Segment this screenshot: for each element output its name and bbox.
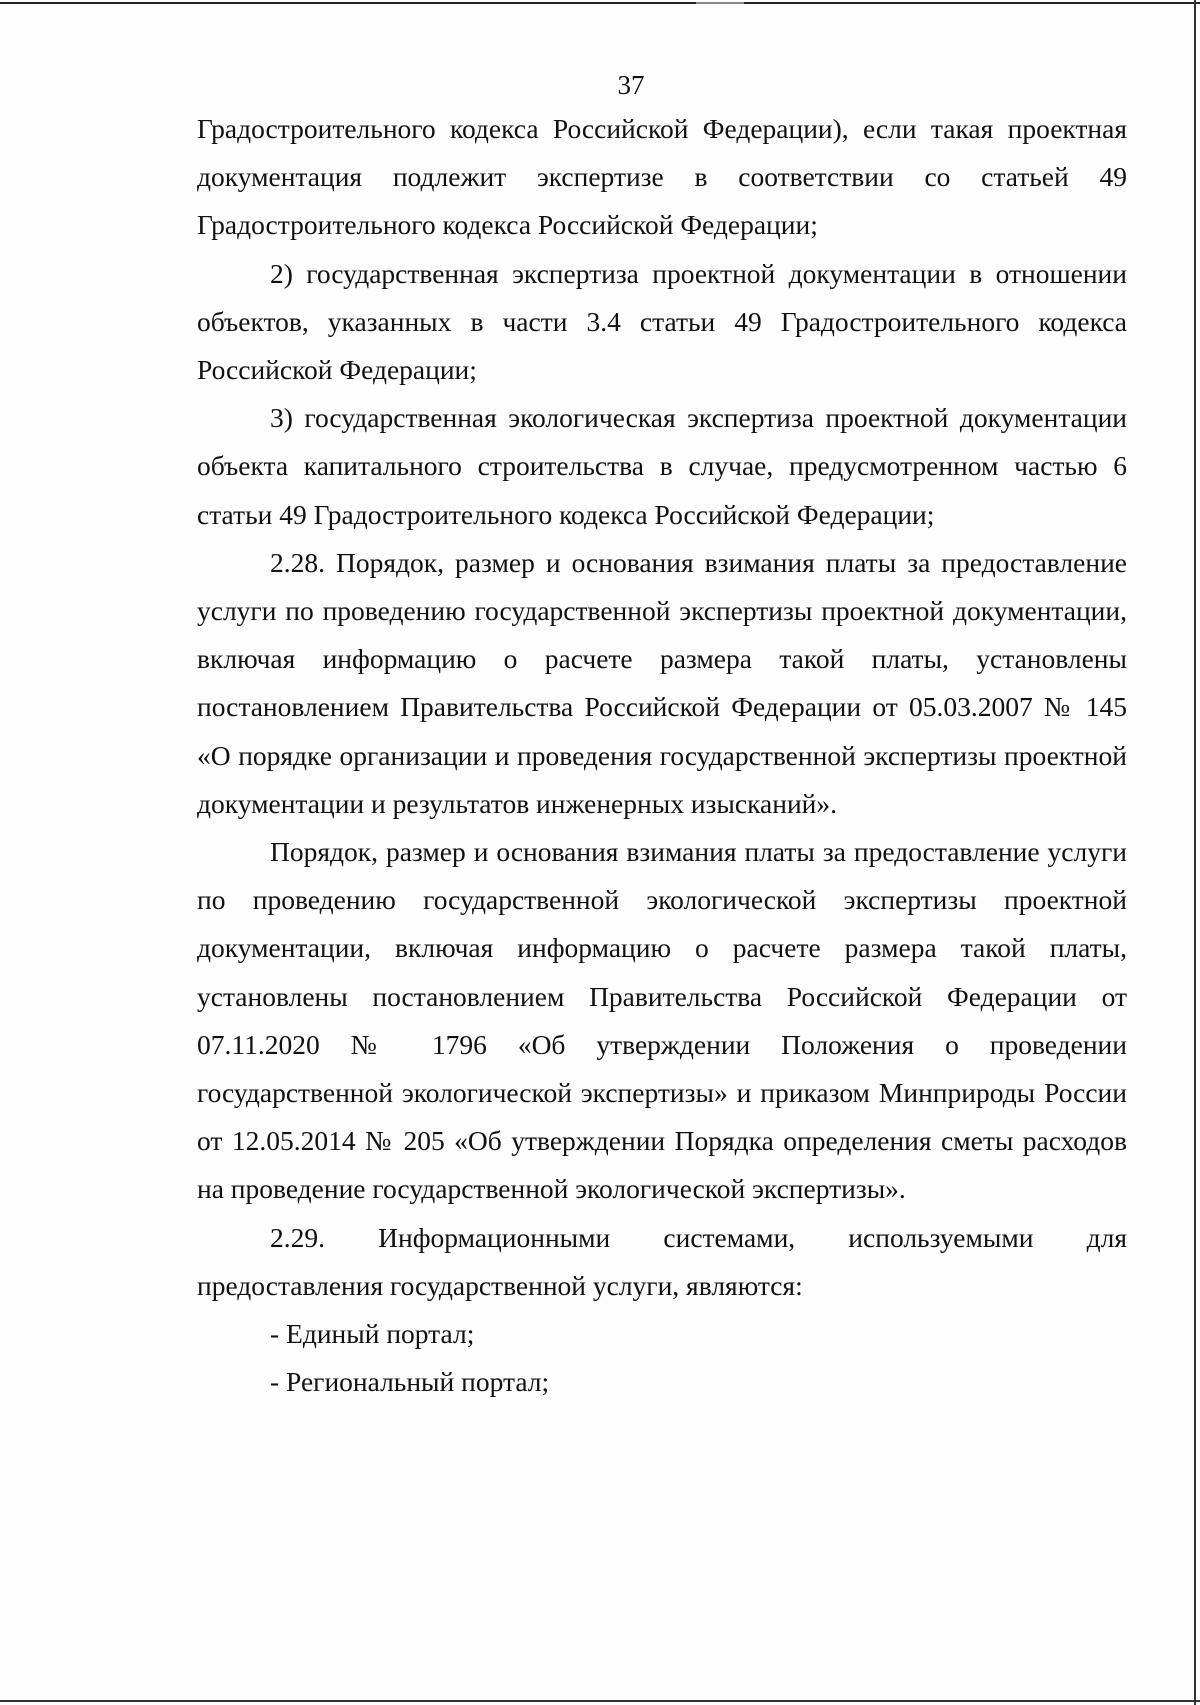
list-item-regional-portal: - Региональный портал; bbox=[270, 1366, 550, 1398]
paragraph-continuation: Градостроительного кодекса Российской Федерации), если такая проектная документация подлежит экспертизе в соответствии со статьей 49 Градостроительного кодекса Российской Федерации; bbox=[197, 113, 1127, 241]
paragraph-2-29: 2.29. Информационными системами, используемыми для предоставления государственной услуги, являются: bbox=[197, 1221, 1127, 1301]
document-body bbox=[197, 105, 1127, 1406]
paragraph-2-28: 2.28. Порядок, размер и основания взимания платы за предоставление услуги по проведению государственной экспертизы проектной документации, включая информацию о расчете размера такой платы, установлены постановлением Правительства Российской Федерации от 05.03.2007 № 145 «О порядке организации и проведения государственной экспертизы проектной документации и результатов инженерных изысканий». bbox=[197, 546, 1127, 819]
paragraph-item-3: 3) государственная экологическая экспертиза проектной документации объекта капитального строительства в случае, предусмотренном частью 6 статьи 49 Градостроительного кодекса Российской Федерации; bbox=[197, 402, 1127, 530]
paragraph-fee-ecological: Порядок, размер и основания взимания платы за предоставление услуги по проведению государственной экологической экспертизы проектной документации, включая информацию о расчете размера такой платы, установлены постановлением Правительства Российской Федерации от 07.11.2020 № 1796 «Об утверждении Положения о проведении государственной экологической экспертизы» и приказом Минприроды России от 12.05.2014 № 205 «Об утверждении Порядка определения сметы расходов на проведение государственной экологической экспертизы». bbox=[197, 836, 1127, 1205]
scan-edge-right bbox=[1194, 0, 1196, 1705]
paragraph-item-2: 2) государственная экспертиза проектной документации в отношении объектов, указанных в части 3.4 статьи 49 Градостроительного кодекса Российской Федерации; bbox=[197, 257, 1127, 386]
list-item-unified-portal: - Единый портал; bbox=[270, 1318, 475, 1350]
scan-edge-top bbox=[0, 2, 1200, 4]
scan-edge-bottom bbox=[0, 1700, 1200, 1702]
page-number: 37 bbox=[617, 70, 645, 100]
